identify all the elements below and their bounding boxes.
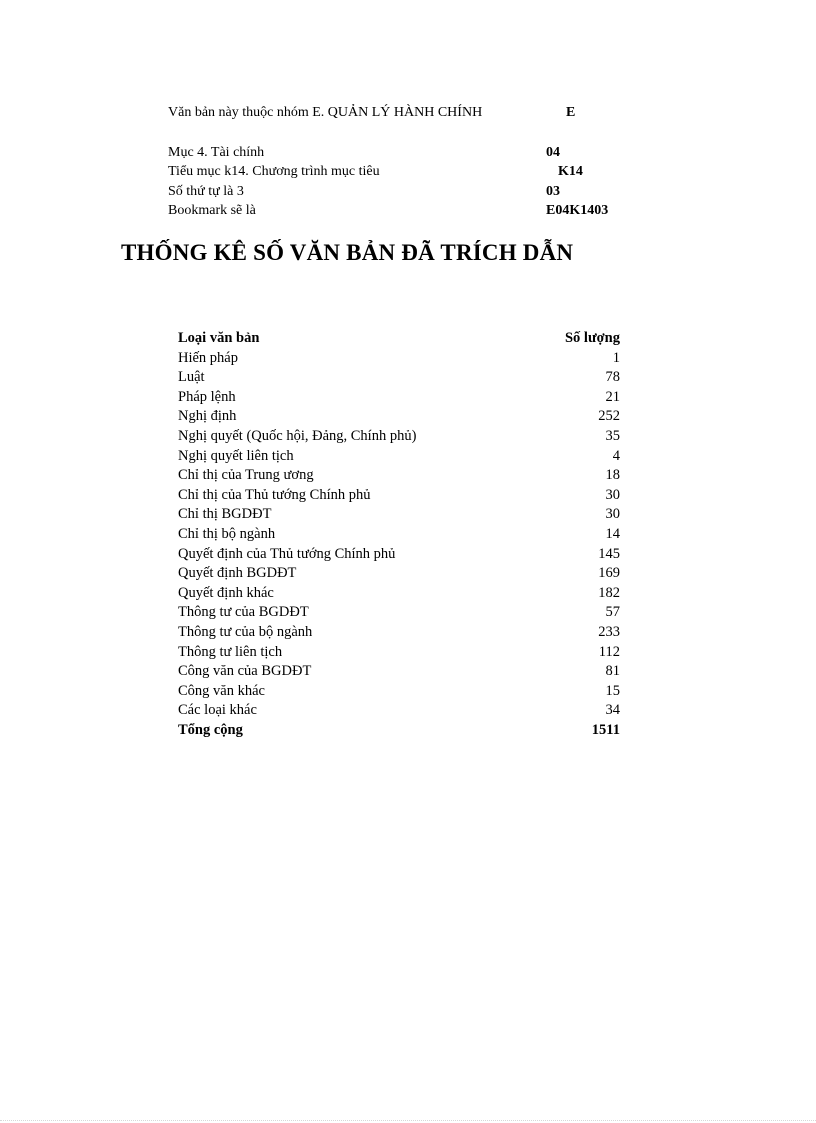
row-type: Quyết định BGDĐT [178, 565, 297, 582]
row-type: Quyết định khác [178, 584, 274, 601]
table-row [178, 682, 620, 702]
column-header-count: Số lượng [564, 330, 620, 346]
column-header-type: Loại văn bản [178, 330, 260, 346]
row-type: Chỉ thị bộ ngành [178, 525, 276, 542]
table-row [178, 447, 620, 467]
section-code: 04 [546, 145, 560, 160]
table-row [178, 486, 620, 506]
table-row [178, 623, 620, 643]
row-count: 4 [612, 447, 620, 464]
table-row [178, 603, 620, 623]
row-type: Thông tư của BGDĐT [178, 604, 309, 621]
total-count: 1511 [591, 721, 620, 738]
table-row [178, 525, 620, 545]
table-row [178, 662, 620, 682]
row-type: Nghị quyết liên tịch [178, 447, 294, 464]
bookmark-label: Bookmark sẽ là [168, 203, 256, 218]
page-title: THỐNG KÊ SỐ VĂN BẢN ĐÃ TRÍCH DẪN [121, 240, 574, 265]
row-type: Nghị định [178, 408, 237, 425]
row-type: Thông tư liên tịch [178, 643, 283, 660]
row-count: 1 [612, 349, 620, 366]
row-count: 18 [605, 467, 620, 484]
row-count: 14 [605, 525, 620, 542]
table-row [178, 505, 620, 525]
table-row [178, 349, 620, 369]
table-row [178, 466, 620, 486]
row-type: Chỉ thị của Thủ tướng Chính phủ [178, 486, 371, 503]
table-row [178, 643, 620, 663]
row-count: 145 [598, 545, 620, 562]
row-type: Chỉ thị BGDĐT [178, 506, 272, 523]
group-code: E [566, 105, 576, 120]
row-type: Chỉ thị của Trung ương [178, 467, 314, 484]
table-row [178, 368, 620, 388]
row-type: Công văn khác [178, 682, 265, 699]
page-bottom-border [0, 1120, 816, 1121]
row-count: 30 [605, 486, 620, 503]
document-count-table [178, 329, 620, 740]
table-row [178, 388, 620, 408]
row-type: Công văn của BGDĐT [178, 663, 312, 680]
row-type: Các loại khác [178, 702, 257, 719]
table-body [178, 349, 620, 721]
section-label: Mục 4. Tài chính [168, 145, 265, 160]
table-header [178, 329, 620, 349]
bookmark-code: E04K1403 [546, 203, 609, 218]
group-text: Văn bản này thuộc nhóm E. QUẢN LÝ HÀNH CHÍNH [168, 105, 483, 120]
row-type: Luật [178, 369, 205, 386]
row-count: 182 [598, 584, 620, 601]
table-total-row [178, 721, 620, 741]
row-count: 21 [605, 388, 620, 405]
row-count: 30 [605, 506, 620, 523]
total-label: Tổng cộng [178, 721, 243, 738]
row-type: Hiến pháp [178, 349, 238, 366]
table-row [178, 545, 620, 565]
subsection-code: K14 [558, 164, 583, 179]
table-row [178, 407, 620, 427]
row-count: 34 [605, 702, 620, 719]
row-count: 112 [598, 643, 620, 660]
row-type: Thông tư của bộ ngành [178, 623, 313, 640]
sequence-label: Số thứ tự là 3 [168, 184, 244, 199]
row-count: 252 [598, 408, 620, 425]
sequence-code: 03 [546, 184, 560, 199]
row-count: 78 [605, 369, 620, 386]
row-type: Pháp lệnh [178, 388, 236, 405]
row-count: 15 [605, 682, 620, 699]
table-row [178, 427, 620, 447]
row-type: Nghị quyết (Quốc hội, Đảng, Chính phủ) [178, 427, 417, 444]
table-row [178, 564, 620, 584]
row-type: Quyết định của Thủ tướng Chính phủ [178, 545, 396, 562]
row-count: 81 [605, 663, 620, 680]
table-row [178, 584, 620, 604]
row-count: 233 [598, 623, 620, 640]
table-row [178, 701, 620, 721]
row-count: 169 [598, 565, 620, 582]
row-count: 35 [605, 427, 620, 444]
row-count: 57 [605, 604, 620, 621]
subsection-label: Tiểu mục k14. Chương trình mục tiêu [168, 164, 380, 179]
